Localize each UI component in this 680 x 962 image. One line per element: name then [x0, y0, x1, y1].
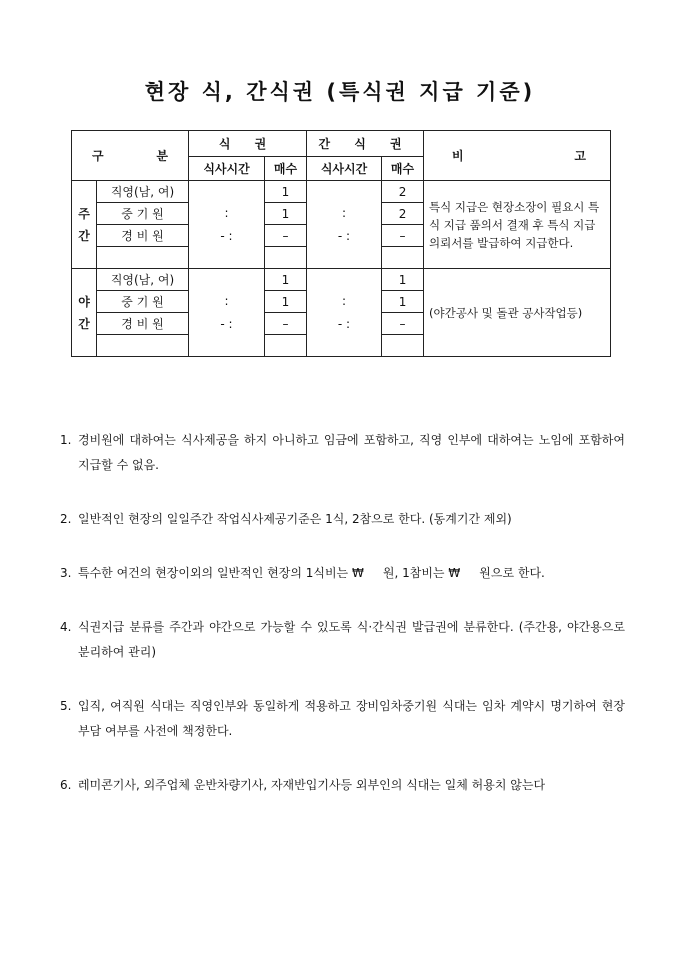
item-text: 일반적인 현장의 일일주간 작업식사제공기준은 1식, 2참으로 한다. (동계기간 제외) — [78, 512, 512, 526]
item-number: 5. — [60, 699, 72, 713]
header-category: 구 분 — [72, 131, 189, 181]
row-label: 중 기 원 — [97, 203, 189, 225]
meal-count — [265, 335, 307, 357]
list-item — [60, 694, 625, 744]
list-item — [60, 428, 625, 478]
snack-count: – — [382, 225, 424, 247]
meal-count: 1 — [265, 181, 307, 203]
meal-count: – — [265, 225, 307, 247]
list-item — [60, 561, 625, 586]
meal-ticket-table — [71, 130, 611, 357]
period-night: 야간 — [72, 269, 97, 357]
snack-count: 1 — [382, 291, 424, 313]
row-label: 직영(남, 여) — [97, 269, 189, 291]
list-item — [60, 507, 625, 532]
table-row — [72, 181, 611, 203]
item-text: 레미콘기사, 외주업체 운반차량기사, 자재반입기사등 외부인의 식대는 일체 허용치 않는다 — [78, 778, 546, 792]
header-meal-ticket: 식 권 — [189, 131, 307, 157]
list-item — [60, 615, 625, 665]
item-text: 입직, 여직원 식대는 직영인부와 동일하게 적용하고 장비임차중기원 식대는 임차 계약시 명기하여 현장 부담 여부를 사전에 책정한다. — [78, 699, 625, 738]
table-row — [72, 269, 611, 291]
period-day: 주간 — [72, 181, 97, 269]
remarks-note-night: (야간공사 및 돌관 공사작업등) — [424, 269, 611, 357]
snack-count — [382, 247, 424, 269]
meal-count: 1 — [265, 269, 307, 291]
list-item — [60, 773, 625, 798]
header-remarks: 비 고 — [424, 131, 611, 181]
snack-count: 1 — [382, 269, 424, 291]
header-snack-ticket: 간 식 권 — [307, 131, 424, 157]
header-snack-count: 매수 — [382, 157, 424, 181]
row-label: 경 비 원 — [97, 313, 189, 335]
meal-count: – — [265, 313, 307, 335]
item-number: 6. — [60, 778, 72, 792]
snack-count: 2 — [382, 181, 424, 203]
row-label — [97, 335, 189, 357]
row-label: 중 기 원 — [97, 291, 189, 313]
item-text: 경비원에 대하여는 식사제공을 하지 아니하고 임금에 포함하고, 직영 인부에 대하여는 노임에 포함하여 지급할 수 없음. — [78, 433, 625, 472]
meal-count — [265, 247, 307, 269]
header-meal-count: 매수 — [265, 157, 307, 181]
item-number: 2. — [60, 512, 72, 526]
item-number: 3. — [60, 566, 72, 580]
rules-list — [60, 428, 625, 827]
snack-time-cell: : - : — [307, 269, 382, 357]
snack-count: – — [382, 313, 424, 335]
remarks-note-day: 특식 지급은 현장소장이 필요시 특식 지급 품의서 결재 후 특식 지급 의뢰서를 발급하여 지급한다. — [424, 181, 611, 269]
item-text: 특수한 여건의 현장이외의 일반적인 현장의 1식비는 ₩ 원, 1참비는 ₩ 원으로 한다. — [78, 566, 545, 580]
row-label: 경 비 원 — [97, 225, 189, 247]
snack-count — [382, 335, 424, 357]
meal-time-cell: : - : — [189, 269, 265, 357]
meal-count: 1 — [265, 291, 307, 313]
item-number: 1. — [60, 433, 72, 447]
snack-count: 2 — [382, 203, 424, 225]
page-title: 현장 식, 간식권 (특식권 지급 기준) — [144, 80, 536, 104]
meal-count: 1 — [265, 203, 307, 225]
row-label: 직영(남, 여) — [97, 181, 189, 203]
item-text: 식권지급 분류를 주간과 야간으로 가능할 수 있도록 식·간식권 발급권에 분류한다. (주간용, 야간용으로 분리하여 관리) — [78, 620, 625, 659]
snack-time-cell: : - : — [307, 181, 382, 269]
item-number: 4. — [60, 620, 72, 634]
meal-time-cell: : - : — [189, 181, 265, 269]
header-snack-time: 식사시간 — [307, 157, 382, 181]
row-label — [97, 247, 189, 269]
header-meal-time: 식사시간 — [189, 157, 265, 181]
